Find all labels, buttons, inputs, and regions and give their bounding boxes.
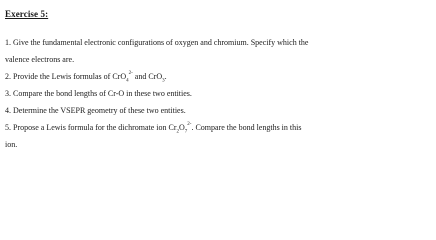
question-2 [5, 72, 167, 82]
question-2-joiner: and [132, 72, 149, 81]
question-3: 3. Compare the bond lengths of Cr-O in these two entities. [5, 89, 192, 98]
formula-dichromate-o-subscript: 7 [184, 129, 188, 135]
question-5-line-1 [5, 123, 301, 133]
formula-chromium-trioxide-subscript: 3 [162, 78, 165, 84]
exercise-title: Exercise 5: [5, 9, 49, 19]
question-5-prefix: 5. Propose a Lewis formula for the dichromate ion [5, 123, 169, 132]
formula-chromate-subscript: 4 [126, 78, 129, 84]
formula-dichromate-cr: Cr [168, 123, 177, 132]
question-5-suffix: . Compare the bond lengths in this [191, 123, 302, 132]
question-1-line-2: valence electrons are. [5, 55, 75, 64]
formula-chromium-trioxide-base: CrO [148, 72, 163, 81]
question-5-line-2: ion. [5, 140, 18, 149]
formula-chromate-base: CrO [112, 72, 127, 81]
question-2-suffix: . [164, 72, 167, 81]
formula-dichromate-charge: 2- [187, 122, 192, 128]
formula-dichromate-o: O [179, 123, 185, 132]
formula-chromium-trioxide [148, 72, 165, 84]
formula-dichromate [168, 122, 192, 135]
question-1-line-1: 1. Give the fundamental electronic configurations of oxygen and chromium. Specify which the [5, 38, 309, 47]
formula-dichromate-cr-subscript: 2 [176, 129, 180, 135]
question-2-prefix: 2. Provide the Lewis formulas of [5, 72, 113, 81]
question-4: 4. Determine the VSEPR geometry of these two entities. [5, 106, 186, 115]
formula-chromate-charge: 2- [128, 71, 133, 77]
formula-chromate [112, 71, 133, 84]
